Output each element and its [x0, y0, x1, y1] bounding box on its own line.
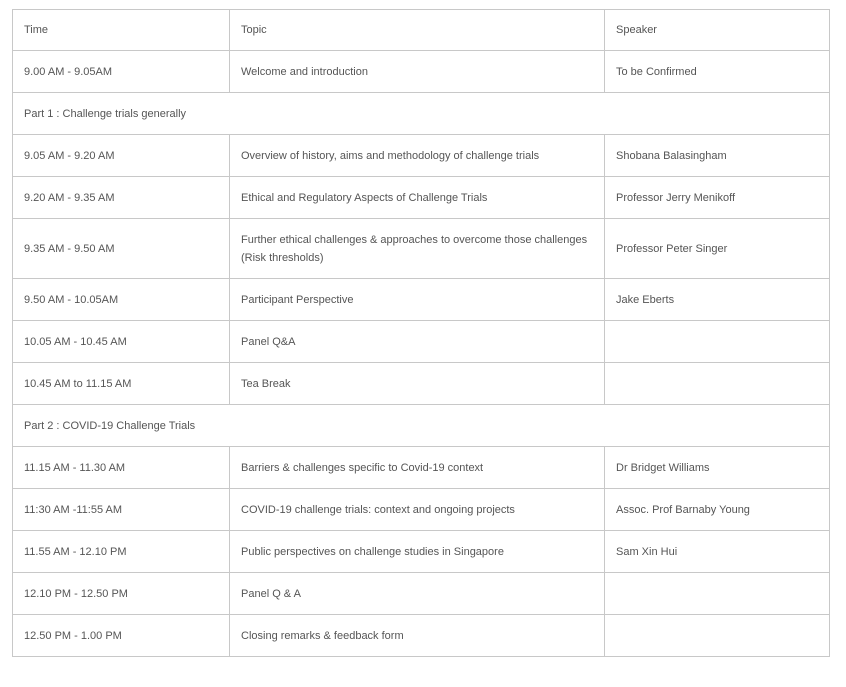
cell-time: 11.15 AM - 11.30 AM: [13, 447, 230, 489]
cell-speaker: Assoc. Prof Barnaby Young: [605, 489, 830, 531]
table-row: [13, 51, 830, 93]
table-row: [13, 573, 830, 615]
table-header-row: [13, 10, 830, 51]
cell-topic: Barriers & challenges specific to Covid-19 context: [230, 447, 605, 489]
cell-topic: Panel Q & A: [230, 573, 605, 615]
cell-topic: Participant Perspective: [230, 279, 605, 321]
table-row: [13, 135, 830, 177]
cell-topic: Tea Break: [230, 363, 605, 405]
cell-speaker: Shobana Balasingham: [605, 135, 830, 177]
section-row: [13, 405, 830, 447]
cell-topic: Public perspectives on challenge studies in Singapore: [230, 531, 605, 573]
cell-time: 9.35 AM - 9.50 AM: [13, 219, 230, 279]
cell-speaker: [605, 573, 830, 615]
table-row: [13, 363, 830, 405]
cell-topic: Ethical and Regulatory Aspects of Challenge Trials: [230, 177, 605, 219]
cell-speaker: To be Confirmed: [605, 51, 830, 93]
cell-time: 11:30 AM -11:55 AM: [13, 489, 230, 531]
cell-speaker: Professor Jerry Menikoff: [605, 177, 830, 219]
cell-speaker: Dr Bridget Williams: [605, 447, 830, 489]
cell-time: 9.05 AM - 9.20 AM: [13, 135, 230, 177]
cell-time: 12.10 PM - 12.50 PM: [13, 573, 230, 615]
table-row: [13, 531, 830, 573]
agenda-table: [12, 9, 830, 657]
cell-topic: Overview of history, aims and methodology of challenge trials: [230, 135, 605, 177]
cell-speaker: Sam Xin Hui: [605, 531, 830, 573]
cell-topic: Welcome and introduction: [230, 51, 605, 93]
cell-speaker: [605, 363, 830, 405]
table-row: [13, 219, 830, 279]
table-row: [13, 447, 830, 489]
header-speaker: Speaker: [605, 10, 830, 51]
cell-topic: Panel Q&A: [230, 321, 605, 363]
cell-topic: COVID-19 challenge trials: context and ongoing projects: [230, 489, 605, 531]
cell-speaker: Professor Peter Singer: [605, 219, 830, 279]
cell-time: 10.05 AM - 10.45 AM: [13, 321, 230, 363]
table-row: [13, 177, 830, 219]
cell-topic: Further ethical challenges & approaches to overcome those challenges (Risk thresholds): [230, 219, 605, 279]
header-topic: Topic: [230, 10, 605, 51]
section-title: Part 2 : COVID-19 Challenge Trials: [13, 405, 830, 447]
cell-speaker: Jake Eberts: [605, 279, 830, 321]
header-time: Time: [13, 10, 230, 51]
cell-time: 9.00 AM - 9.05AM: [13, 51, 230, 93]
section-row: [13, 93, 830, 135]
cell-time: 12.50 PM - 1.00 PM: [13, 615, 230, 657]
cell-speaker: [605, 321, 830, 363]
cell-time: 9.50 AM - 10.05AM: [13, 279, 230, 321]
cell-speaker: [605, 615, 830, 657]
table-row: [13, 615, 830, 657]
table-row: [13, 489, 830, 531]
cell-time: 11.55 AM - 12.10 PM: [13, 531, 230, 573]
cell-topic: Closing remarks & feedback form: [230, 615, 605, 657]
table-row: [13, 321, 830, 363]
cell-time: 9.20 AM - 9.35 AM: [13, 177, 230, 219]
section-title: Part 1 : Challenge trials generally: [13, 93, 830, 135]
table-row: [13, 279, 830, 321]
cell-time: 10.45 AM to 11.15 AM: [13, 363, 230, 405]
